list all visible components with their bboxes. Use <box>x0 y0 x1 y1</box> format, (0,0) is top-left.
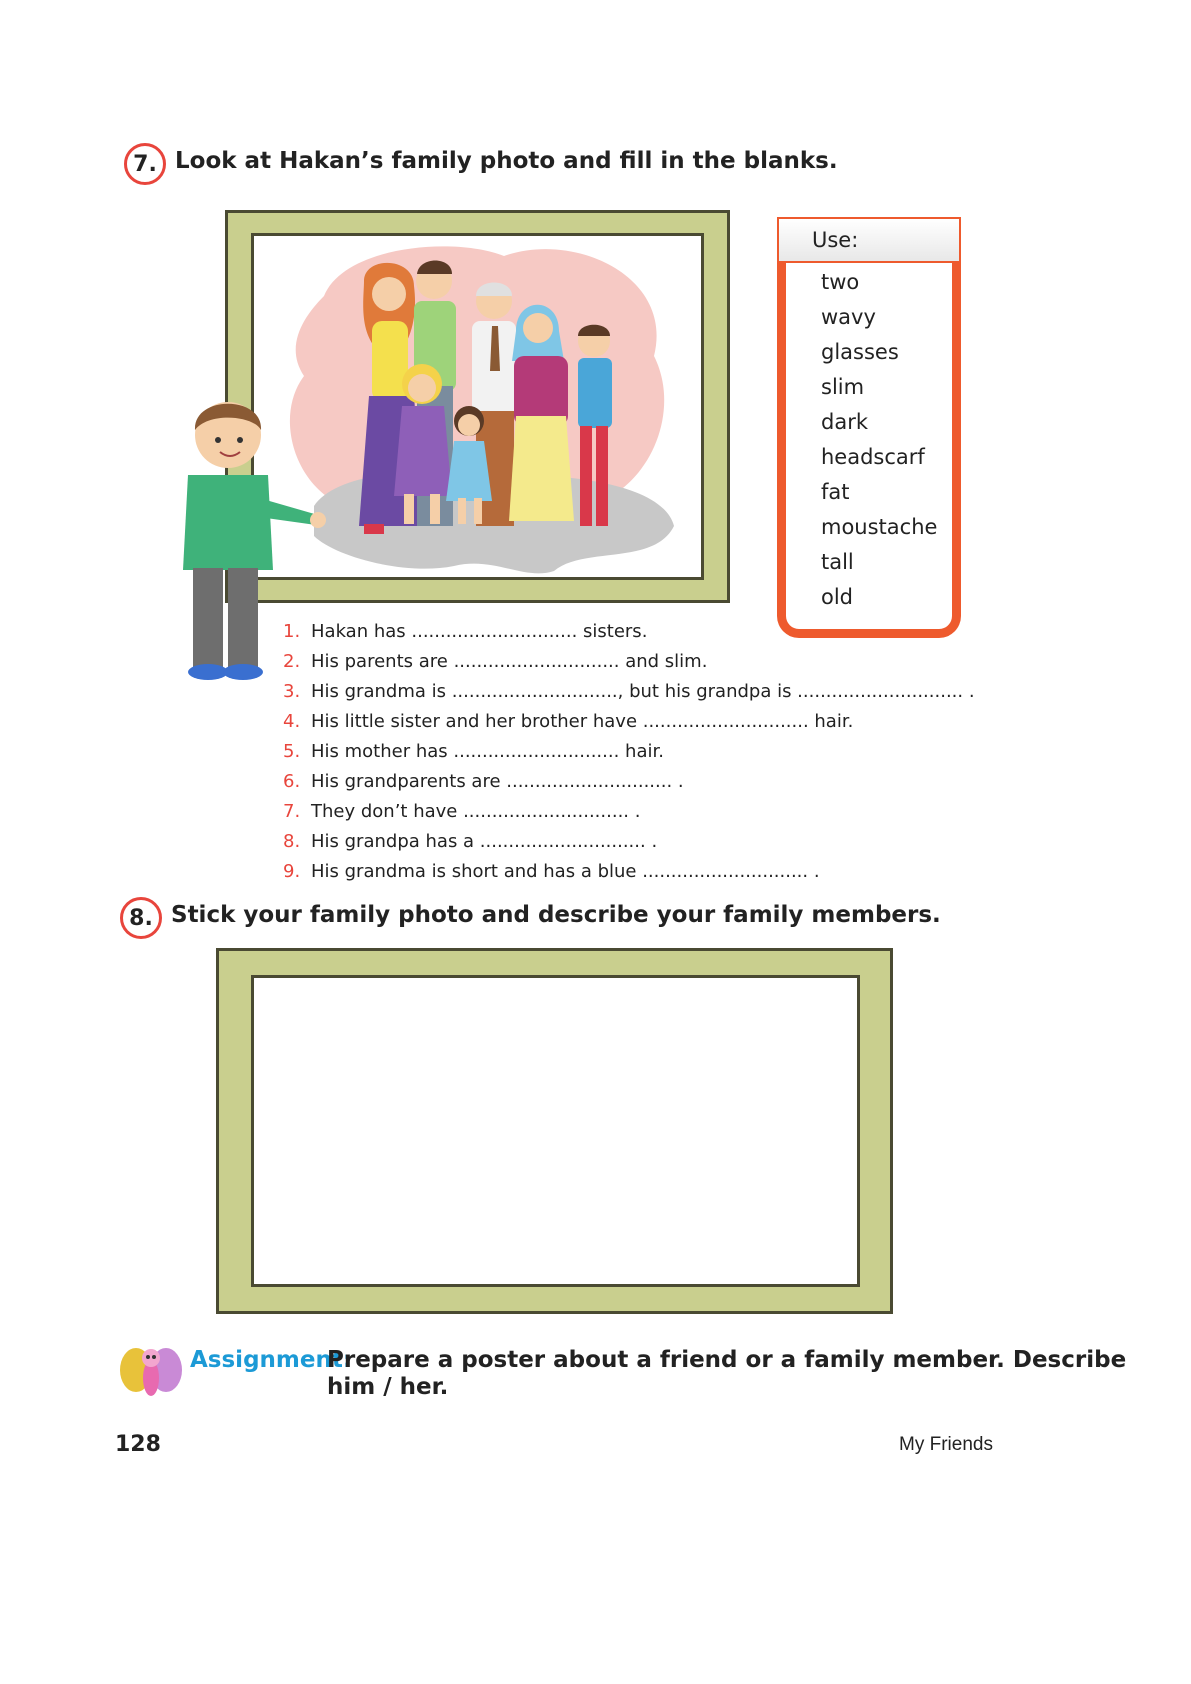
word-box-item: tall <box>821 550 854 574</box>
sentence-text: His mother has ............................. hair. <box>311 741 664 762</box>
assignment-label: Assignment: <box>190 1347 353 1373</box>
sentence-text: His little sister and her brother have ............................. hair. <box>311 711 854 732</box>
unit-title: My Friends <box>899 1434 993 1455</box>
sentence-number: 3. <box>283 681 301 702</box>
sentence-number: 1. <box>283 621 301 642</box>
sentence-row <box>283 617 975 647</box>
word-box-title: Use: <box>777 217 961 263</box>
exercise-8-number-text: 8. <box>129 905 153 931</box>
word-box-item: headscarf <box>821 445 925 469</box>
sentence-row <box>283 737 975 767</box>
exercise-7-instruction: Look at Hakan’s family photo and fill in the blanks. <box>175 148 838 174</box>
sentence-number: 2. <box>283 651 301 672</box>
exercise-8-number <box>120 897 162 939</box>
word-box-item: old <box>821 585 854 609</box>
sentence-text: They don’t have ............................. . <box>311 801 641 822</box>
word-box-list <box>777 263 961 638</box>
assignment-text-line2: him / her. <box>327 1374 449 1400</box>
sentence-text: His parents are ............................. and slim. <box>311 651 708 672</box>
word-box-item: dark <box>821 410 868 434</box>
fill-in-sentences <box>283 617 975 887</box>
sentence-row <box>283 647 975 677</box>
exercise-7-number <box>124 143 166 185</box>
word-box-item: two <box>821 270 860 294</box>
sentence-row <box>283 827 975 857</box>
exercise-8-instruction: Stick your family photo and describe your family members. <box>171 902 941 928</box>
sentence-text: Hakan has ............................. sisters. <box>311 621 648 642</box>
sentence-row <box>283 797 975 827</box>
sentence-number: 7. <box>283 801 301 822</box>
word-box-item: fat <box>821 480 850 504</box>
sentence-number: 5. <box>283 741 301 762</box>
assignment-text-line1: Prepare a poster about a friend or a family member. Describe <box>327 1347 1127 1373</box>
word-box-item: slim <box>821 375 865 399</box>
sentence-number: 8. <box>283 831 301 852</box>
sentence-row <box>283 677 975 707</box>
page-number: 128 <box>115 1432 161 1457</box>
sentence-text: His grandma is short and has a blue ............................. . <box>311 861 820 882</box>
sentence-text: His grandma is ............................., but his grandpa is ............................. . <box>311 681 975 702</box>
sentence-row <box>283 767 975 797</box>
sentence-row <box>283 707 975 737</box>
sentence-number: 9. <box>283 861 301 882</box>
empty-photo-frame <box>216 948 893 1314</box>
photo-area[interactable] <box>251 975 860 1287</box>
word-box-item: wavy <box>821 305 876 329</box>
word-box-item: moustache <box>821 515 938 539</box>
sentence-row <box>283 857 975 887</box>
word-box-item: glasses <box>821 340 899 364</box>
word-box <box>777 217 961 638</box>
sentence-number: 4. <box>283 711 301 732</box>
sentence-number: 6. <box>283 771 301 792</box>
butterfly-mascot-icon <box>118 1340 184 1408</box>
sentence-text: His grandpa has a ............................. . <box>311 831 658 852</box>
exercise-7-number-text: 7. <box>133 151 157 177</box>
sentence-text: His grandparents are ............................. . <box>311 771 684 792</box>
